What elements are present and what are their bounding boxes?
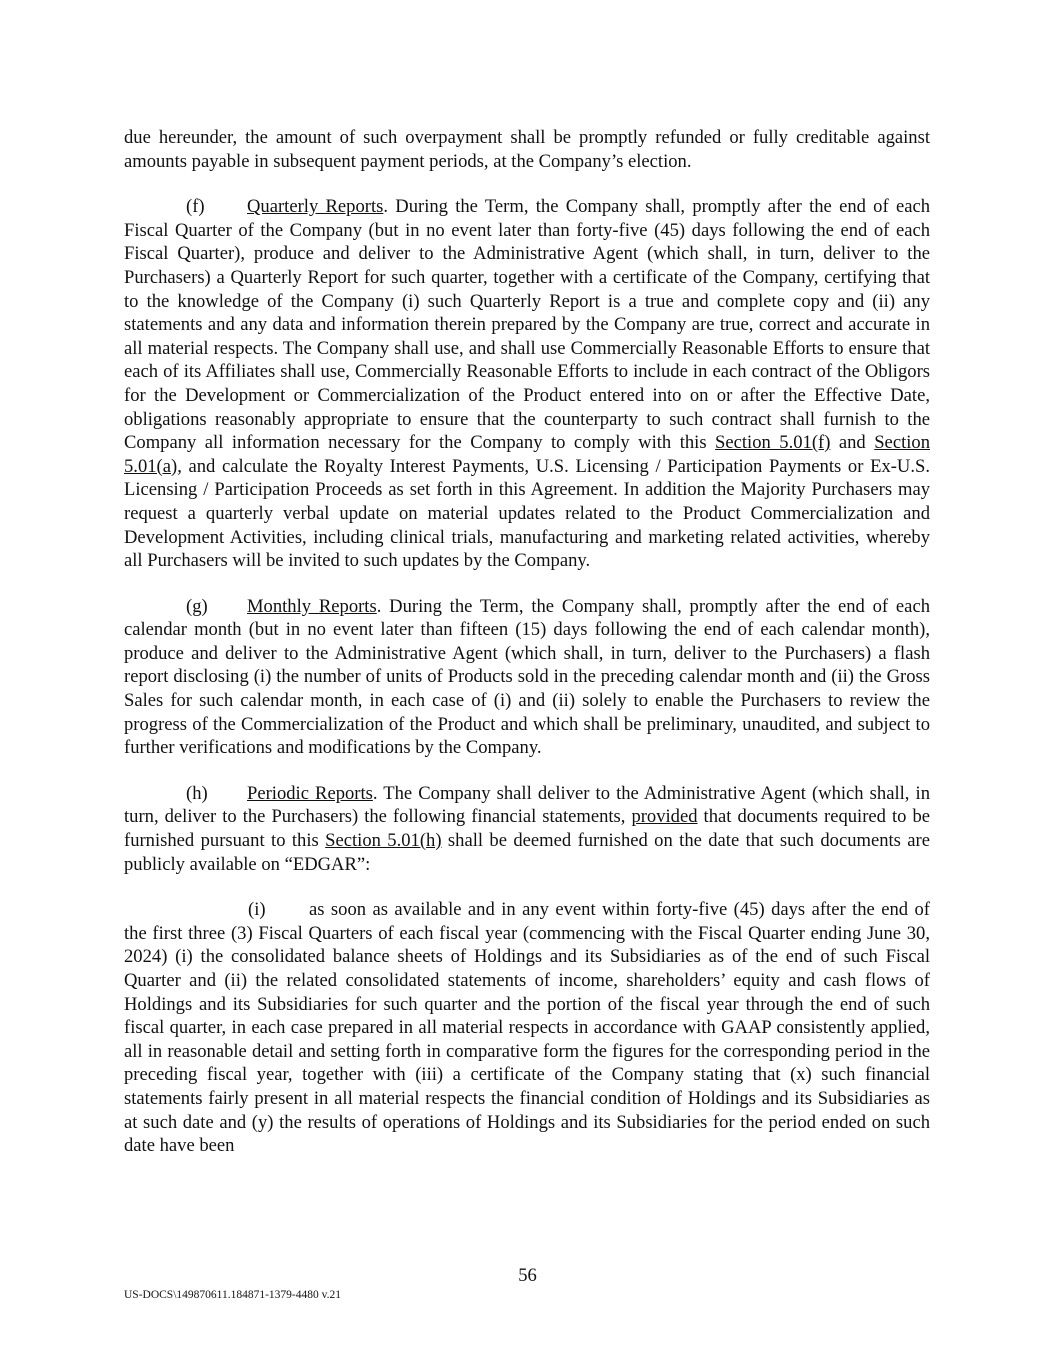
provided-term: provided: [631, 806, 698, 828]
section-h-text-2: that documents required to be furnished pursuant to this: [124, 806, 930, 852]
section-h-label: (h): [186, 782, 208, 804]
section-f-heading: Quarterly Reports: [247, 196, 384, 218]
section-f-label: (f): [186, 196, 205, 218]
section-h-i-text: as soon as available and in any event within forty-five (45) days after the end of the first three (3) Fiscal Quarters of each fiscal year (commencing with the Fiscal Quarter ending June 30, 2024) (i) the consolidated balance sheets of Holdings and its Subsidiaries as of the end of such Fiscal Quarter and (ii) the related consolidated statements of income, shareholders’ equity and cash flows of Holdings and its Subsidiaries for such quarter and the portion of the fiscal year through the end of such fiscal quarter, in each case prepared in all material respects in accordance with GAAP consistently applied, all in reasonable detail and setting forth in comparative form the figures for the corresponding period in the preceding fiscal year, together with (iii) a certificate of the Company stating that (x) such financial statements fairly present in all material respects the financial condition of Holdings and its Subsidiaries as at such date and (y) the results of operations of Holdings and its Subsidiaries for the period ended on such date have been: [124, 899, 930, 1157]
section-h-i-clause: [124, 898, 930, 1158]
section-g-text: . During the Term, the Company shall, promptly after the end of each calendar month (but in no event later than fifteen (15) days following the end of each calendar month), produce and deliver to the Administrative Agent (which shall, in turn, deliver to the Purchasers) a flash report disclosing (i) the number of units of Products sold in the preceding calendar month and (ii) the Gross Sales for such calendar month, in each case of (i) and (ii) solely to enable the Purchasers to review the progress of the Commercialization of the Product and which shall be preliminary, unaudited, and subject to further verifications and modifications by the Company.: [124, 595, 930, 759]
section-f-quarterly-reports: [124, 195, 930, 573]
section-h-periodic-reports: [124, 782, 930, 876]
paragraph-continuation: due hereunder, the amount of such overpayment shall be promptly refunded or fully creditable against amounts payable in subsequent payment periods, at the Company’s election.: [124, 127, 930, 172]
section-g-monthly-reports: [124, 595, 930, 760]
document-body: [124, 126, 930, 1180]
section-h-heading: Periodic Reports: [247, 782, 373, 804]
section-f-text-3: , and calculate the Royalty Interest Payments, U.S. Licensing / Participation Payments or Ex-U.S. Licensing / Participation Proceeds as set forth in this Agreement. In addition the Majority Purchasers may request a quarterly verbal update on material updates related to the Product Commercialization and Development Activities, including clinical trials, manufacturing and marketing related activities, whereby all Purchasers will be invited to such updates by the Company.: [124, 455, 930, 572]
section-g-heading: Monthly Reports: [247, 595, 377, 617]
section-ref-5-01-h: Section 5.01(h): [325, 830, 442, 852]
section-f-text-1: . During the Term, the Company shall, promptly after the end of each Fiscal Quarter of the Company (but in no event later than forty-five (45) days following the end of each Fiscal Quarter), produce and deliver to the Administrative Agent (which shall, in turn, deliver to the Purchasers) a Quarterly Report for such quarter, together with a certificate of the Company, certifying that to the knowledge of the Company (i) such Quarterly Report is a true and complete copy and (ii) any statements and any data and information therein prepared by the Company are true, correct and accurate in all material respects. The Company shall use, and shall use Commercially Reasonable Efforts to ensure that each of its Affiliates shall use, Commercially Reasonable Efforts to include in each contract of the Obligors for the Development or Commercialization of the Product entered into on or after the Effective Date, obligations reasonably appropriate to ensure that the counterparty to such contract shall furnish to the Company all information necessary for the Company to comply with this: [124, 196, 930, 454]
section-f-text-2: and: [830, 432, 875, 454]
section-ref-5-01-f: Section 5.01(f): [715, 432, 831, 454]
section-h-i-label: (i): [248, 899, 266, 921]
section-g-label: (g): [186, 595, 208, 617]
section-ref-5-01-a: Section 5.01(a): [124, 432, 930, 477]
page-number: 56: [518, 1265, 537, 1286]
section-h-text-1: . The Company shall deliver to the Administrative Agent (which shall, in turn, deliver to the Purchasers) the following financial statements,: [124, 782, 930, 828]
section-h-text-3: shall be deemed furnished on the date that such documents are publicly available on “EDGAR”:: [124, 830, 931, 875]
document-id-footer: US-DOCS\149870611.184871-1379-4480 v.21: [124, 1289, 342, 1301]
